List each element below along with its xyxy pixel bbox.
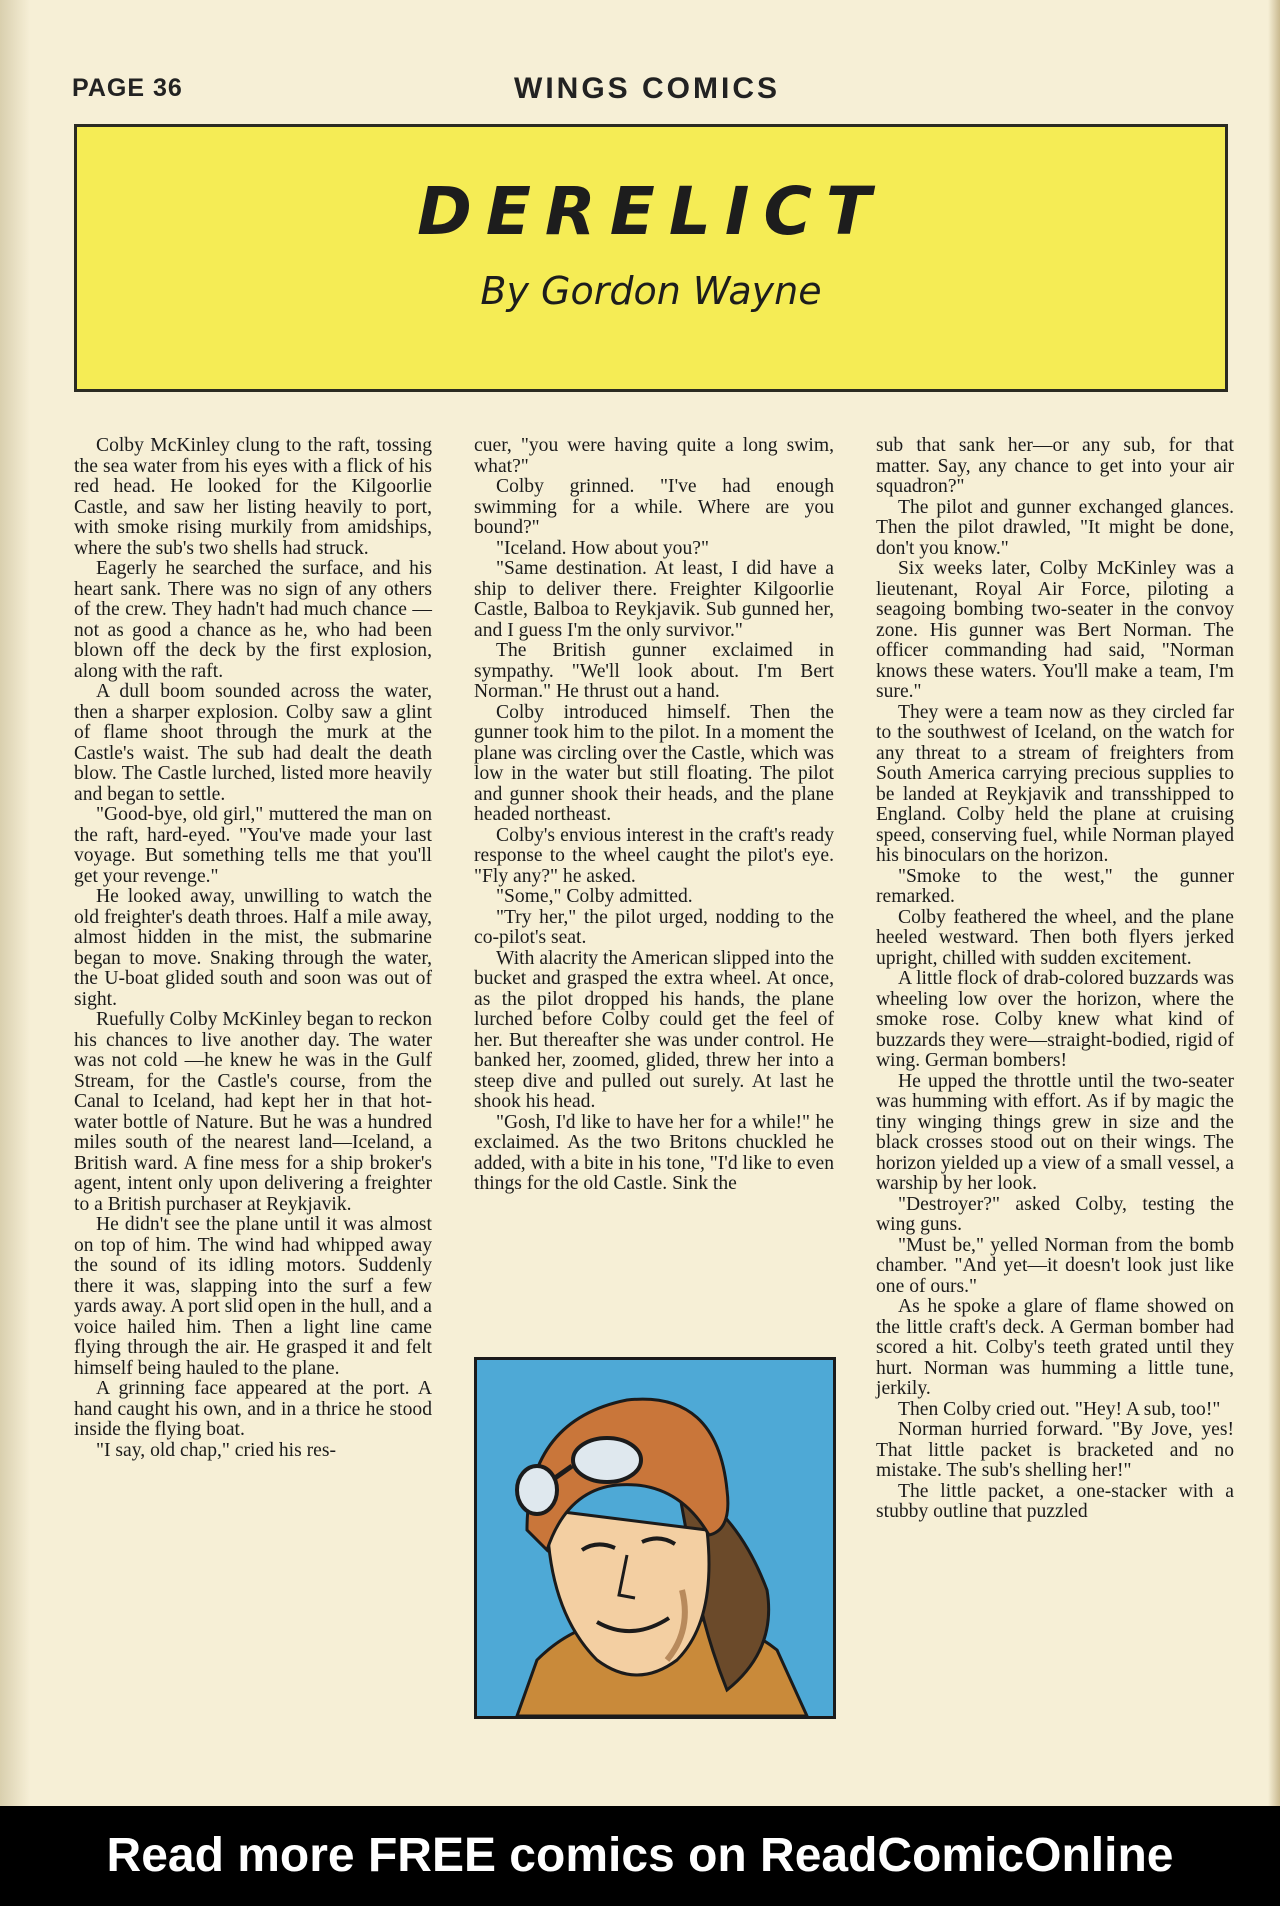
story-paragraph: "Destroyer?" asked Colby, testing the wing guns. [876,1193,1234,1235]
page-number: PAGE 36 [72,74,183,102]
promo-banner[interactable]: Read more FREE comics on ReadComicOnline [0,1806,1280,1906]
page-header [72,74,1222,110]
page-gutter-shade [0,0,30,1806]
story-paragraph: A little flock of drab-colored buzzards was wheeling low over the horizon, where the smoke rose. Colby knew what kind of buzzards they were—straight-bodied, rigid of wing. German bombers! [876,968,1234,1071]
story-paragraph: He looked away, unwilling to watch the old freighter's death throes. Half a mile away, almost hidden in the mist, the submarine began to move. Snaking through the water, the U-boat glided south and soon was out of sight. [74,886,432,1010]
story-paragraph: He didn't see the plane until it was almost on top of him. The wind had whipped away the sound of its idling motors. Suddenly there it was, slapping into the surf a few yards away. A port slid open in the hull, and a voice hailed him. Then a light line came flying through the air. He grasped it and felt himself being hauled to the plane. [74,1214,432,1379]
page-edge-shade [1268,0,1280,1806]
story-paragraph: Colby introduced himself. Then the gunner took him to the pilot. In a moment the plane was circling over the Castle, which was low in the water but still floating. The pilot and gunner shook their heads, and the plane headed northeast. [474,701,834,825]
story-paragraph: Colby's envious interest in the craft's ready response to the wheel caught the pilot's eye. "Fly any?" he asked. [474,824,834,887]
story-paragraph: Colby McKinley clung to the raft, tossing the sea water from his eyes with a flick of his red head. He looked for the Kilgoorlie Castle, and saw her listing heavily to port, with smoke rising murkily from amidships, where the sub's two shells had struck. [74,435,432,559]
story-paragraph: A grinning face appeared at the port. A hand caught his own, and in a thrice he stood inside the flying boat. [74,1378,432,1440]
story-paragraph: "Same destination. At least, I did have a ship to deliver there. Freighter Kilgoorlie Castle, Balboa to Reykjavik. Sub gunned her, and I guess I'm the only survivor." [474,558,834,641]
story-paragraph: "Iceland. How about you?" [496,537,709,559]
pilot-portrait-drawing [477,1360,833,1716]
story-paragraph: "Some," Colby admitted. [496,886,693,907]
story-paragraph: Eagerly he searched the surface, and his heart sank. There was no sign of any others of the crew. They hadn't had much chance — not as good a chance as he, who had been blown off the deck by the first explosion, along with the raft. [74,558,432,682]
story-paragraph: Ruefully Colby McKinley began to reckon his chances to live another day. The water was not cold —he knew he was in the Gulf Stream, for the Castle's course, from the Canal to Iceland, had kept her in that hot-water bottle of Nature. But he was a hundred miles south of the nearest land—Iceland, a British ward. A fine mess for a ship broker's agent, intent only upon delivering a freighter to a British purchaser at Reykjavik. [74,1009,432,1215]
story-paragraph: As he spoke a glare of flame showed on the little craft's deck. A German bomber had scored a hit. Colby's teeth grated until they hurt. Norman was humming a little tune, jerkily. [876,1296,1234,1399]
story-title-box [74,124,1228,392]
story-paragraph: The little packet, a one-stacker with a stubby outline that puzzled [876,1480,1234,1522]
text-column-3 [876,436,1234,1523]
story-paragraph: "Try her," the pilot urged, nodding to the co-pilot's seat. [474,906,834,948]
story-paragraph: Colby grinned. "I've had enough swimming for a while. Where are you bound?" [474,476,834,538]
story-paragraph: "I say, old chap," cried his res- [96,1439,336,1461]
story-paragraph: Colby feathered the wheel, and the plane heeled westward. Then both flyers jerked upright, chilled with sudden excitement. [876,906,1234,969]
pilot-illustration [474,1357,836,1719]
story-paragraph: "Gosh, I'd like to have her for a while!" he exclaimed. As the two Britons chuckled he added, with a bite in his tone, "I'd like to even things for the old Castle. Sink the [474,1111,834,1194]
story-paragraph: cuer, "you were having quite a long swim, what?" [474,435,834,477]
magazine-title: WINGS COMICS [514,72,780,105]
story-paragraph: The pilot and gunner exchanged glances. Then the pilot drawled, "It might be done, don't you know." [876,496,1234,559]
story-byline: By Gordon Wayne [480,269,822,313]
story-paragraph: "Must be," yelled Norman from the bomb chamber. "And yet—it doesn't look just like one of ours." [876,1234,1234,1297]
story-paragraph: The British gunner exclaimed in sympathy. "We'll look about. I'm Bert Norman." He thrust out a hand. [474,640,834,702]
story-paragraph: Norman hurried forward. "By Jove, yes! That little packet is bracketed and no mistake. The sub's shelling her!" [876,1419,1234,1481]
text-column-1 [74,436,432,1461]
story-paragraph: Then Colby cried out. "Hey! A sub, too!" [898,1398,1221,1420]
story-paragraph: "Good-bye, old girl," muttered the man on the raft, hard-eyed. "You've made your last voyage. But something tells me that you'll get your revenge." [74,804,432,887]
story-paragraph: Six weeks later, Colby McKinley was a lieutenant, Royal Air Force, piloting a seagoing bombing two-seater in the convoy zone. His gunner was Bert Norman. The officer commanding had said, "Norman knows these waters. You'll make a team, I'm sure." [876,558,1234,702]
story-paragraph: A dull boom sounded across the water, then a sharper explosion. Colby saw a glint of flame shoot through the murk at the Castle's waist. The sub had dealt the death blow. The Castle lurched, listed more heavily and began to settle. [74,681,432,805]
story-title: DERELICT [417,173,885,250]
story-paragraph: With alacrity the American slipped into the bucket and grasped the extra wheel. At once, as the pilot dropped his hands, the plane lurched before Colby could get the feel of her. But thereafter she was under control. He banked her, zoomed, glided, threw her into a steep dive and pulled out surely. At last he shook his head. [474,947,834,1112]
story-paragraph: "Smoke to the west," the gunner remarked. [876,865,1234,907]
story-paragraph: sub that sank her—or any sub, for that matter. Say, any chance to get into your air squadron?" [876,435,1234,497]
story-paragraph: He upped the throttle until the two-seater was humming with effort. As if by magic the tiny winging things grew in size and the black crosses stood out on their wings. The horizon yielded up a view of a small vessel, a warship by her look. [876,1070,1234,1194]
story-paragraph: They were a team now as they circled far to the southwest of Iceland, on the watch for any threat to a stream of freighters from South America carrying precious supplies to be landed at Reykjavik and transshipped to England. Colby held the plane at cruising speed, conserving fuel, while Norman played his binoculars on the horizon. [876,701,1234,866]
text-column-2 [474,436,834,1195]
